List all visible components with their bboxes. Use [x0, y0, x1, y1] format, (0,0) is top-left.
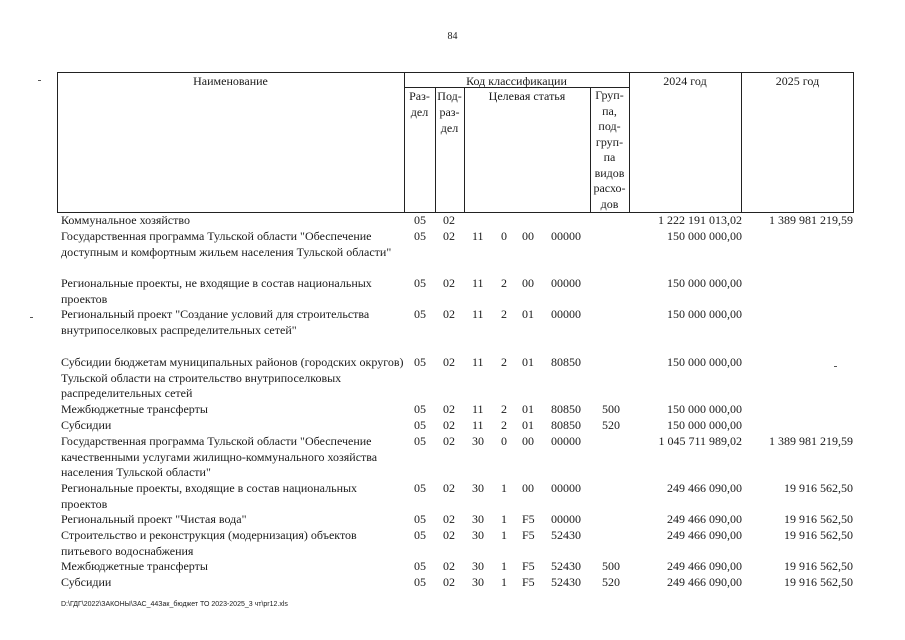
header-target: Целевая статья	[488, 89, 566, 103]
header-year-2025: 2025 год	[775, 74, 820, 88]
header-razdel: Раз- дел	[409, 89, 430, 119]
scan-speck	[30, 317, 33, 318]
header-name: Наименование	[193, 74, 268, 88]
header-podrazdel: Под- раз- дел	[437, 89, 462, 135]
scan-speck	[834, 366, 837, 367]
header-vid: Груп- па, под- груп- па видов расхо- дов	[593, 88, 626, 211]
scan-speck	[38, 80, 41, 81]
page-number: 84	[447, 31, 458, 42]
header-code: Код классификации	[466, 74, 567, 88]
header-year-2024: 2024 год	[663, 74, 707, 88]
file-path-footer: D:\ГДГ\2022\ЗАКОНЫ\ЗАС_44Зак_бюджет ТО 2023-2025_3 чт\pr12.xls	[61, 601, 288, 608]
